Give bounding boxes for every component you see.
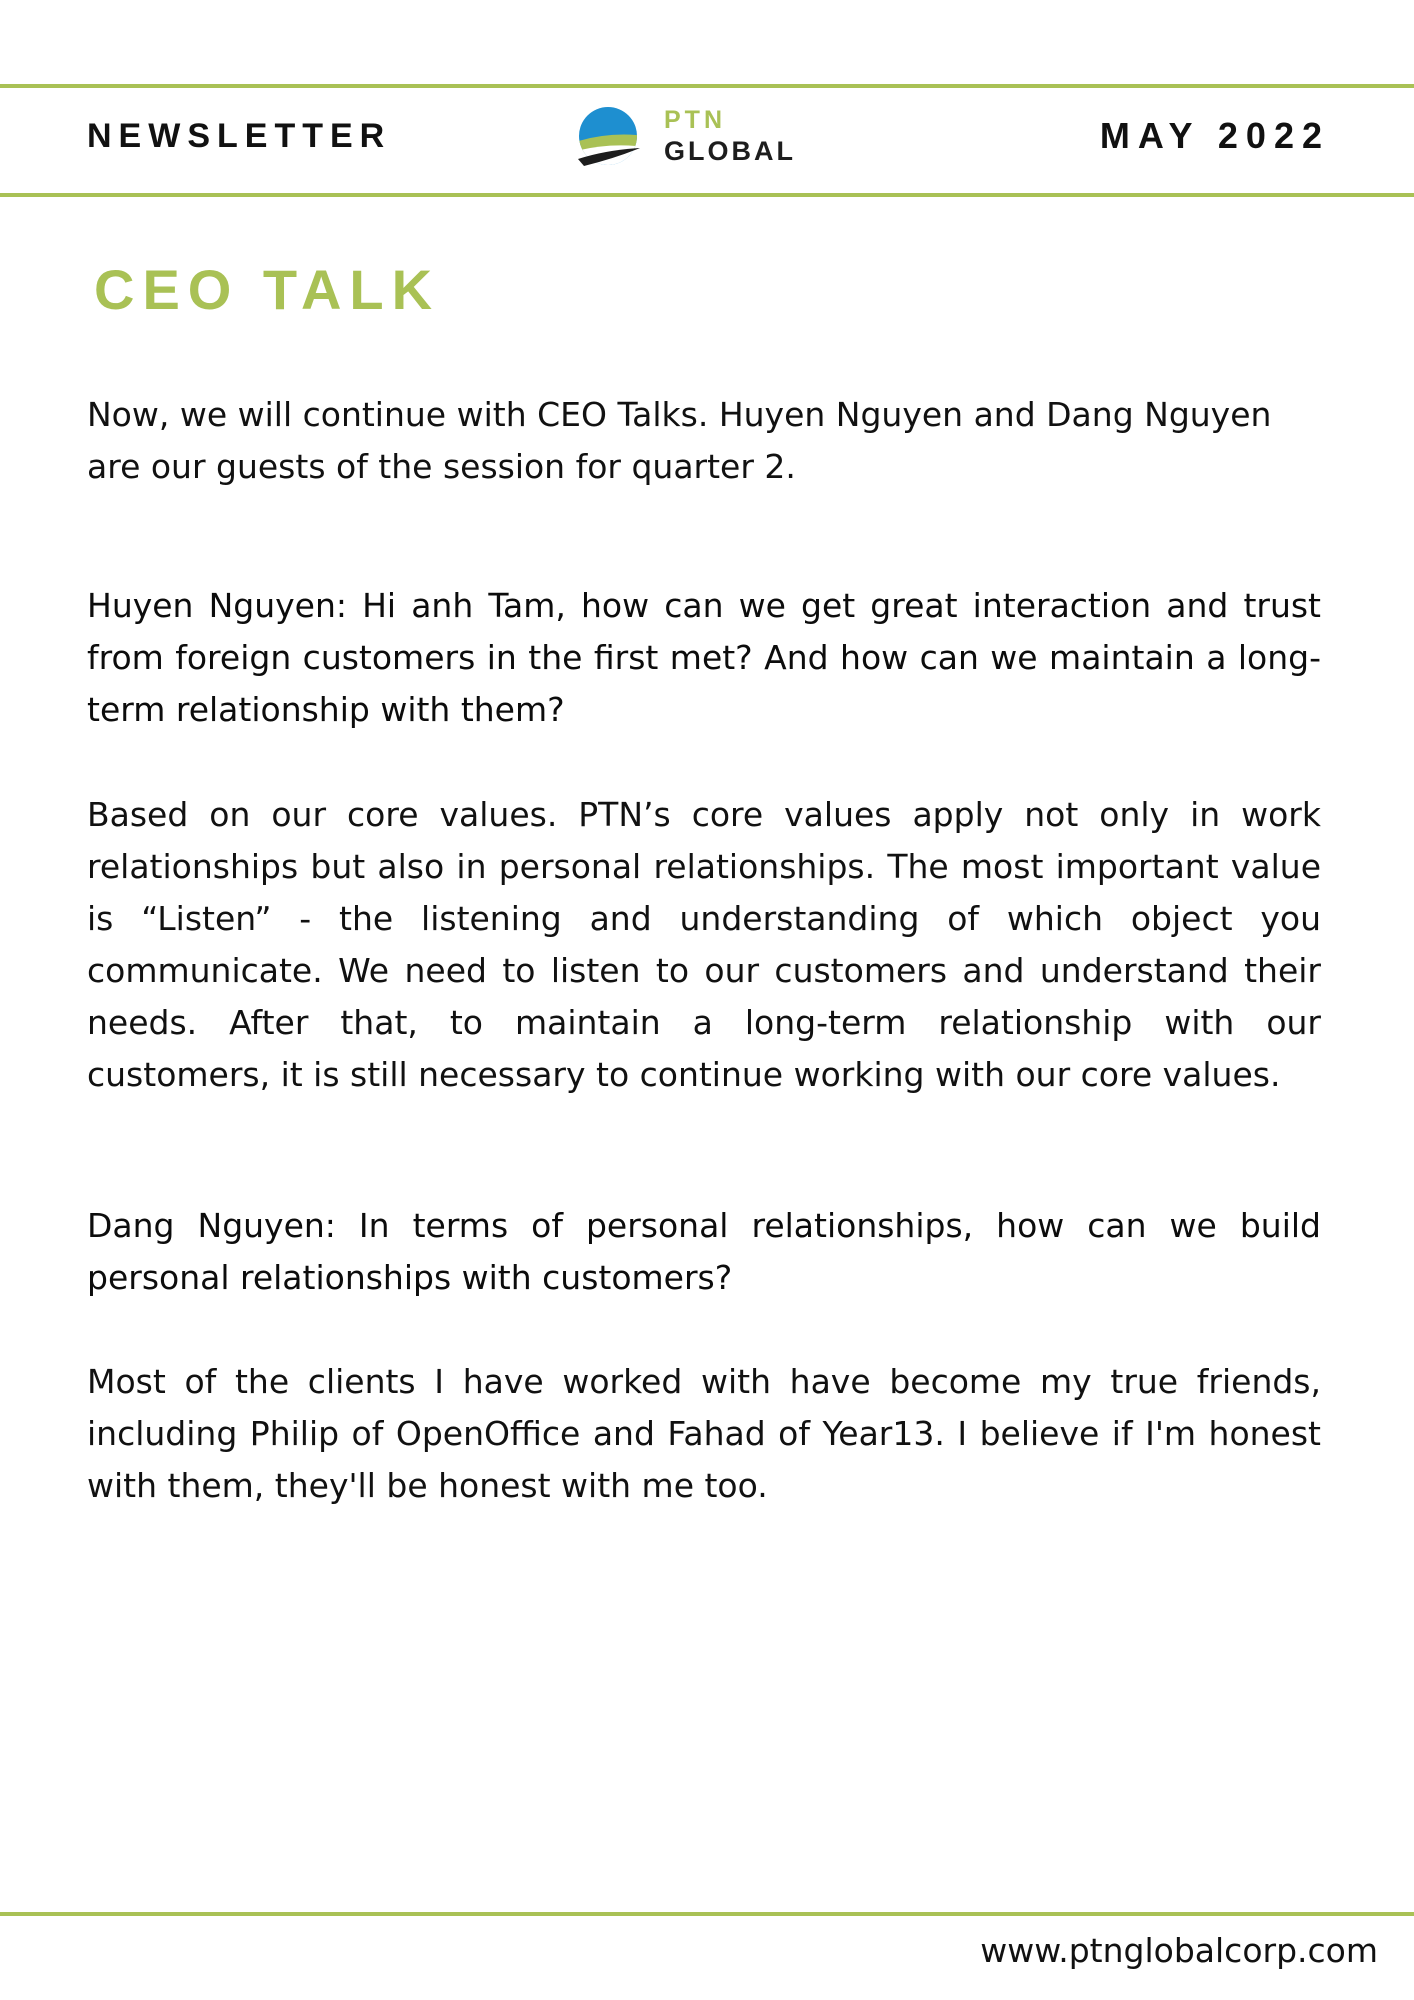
globe-logo-icon xyxy=(572,100,652,180)
logo-global-text: GLOBAL xyxy=(664,136,796,166)
issue-date: MAY 2022 xyxy=(1099,115,1330,156)
header-top-rule xyxy=(0,84,1414,88)
question-paragraph-1: Huyen Nguyen: Hi anh Tam, how can we get great interaction and trust from foreign customers in the first met? And how can we maintain a long-term relationship with them? xyxy=(87,586,1321,729)
page-title: CEO TALK xyxy=(94,258,441,321)
answer-paragraph-1: Based on our core values. PTN’s core values apply not only in work relationships but also in personal relationships. The most important value is “Listen” - the listening and understanding of which object you communicate. We need to listen to our customers and understand their needs. After that, to maintain a long-term relationship with our customers, it is still necessary to continue working with our core values. xyxy=(87,795,1321,1094)
newsletter-label: NEWSLETTER xyxy=(87,117,392,155)
logo-ptn-text: PTN xyxy=(664,106,726,134)
company-logo xyxy=(572,100,812,180)
website-url: www.ptnglobalcorp.com xyxy=(980,1931,1378,1970)
question-paragraph-2: Dang Nguyen: In terms of personal relationships, how can we build personal relationships with customers? xyxy=(87,1206,1321,1297)
header-bottom-rule xyxy=(0,193,1414,197)
answer-paragraph-2: Most of the clients I have worked with have become my true friends, including Philip of OpenOffice and Fahad of Year13. I believe if I'm honest with them, they'll be honest with me too. xyxy=(87,1362,1321,1505)
footer-rule xyxy=(0,1912,1414,1916)
intro-paragraph: Now, we will continue with CEO Talks. Huyen Nguyen and Dang Nguyen are our guests of the session for quarter 2. xyxy=(87,395,1272,486)
